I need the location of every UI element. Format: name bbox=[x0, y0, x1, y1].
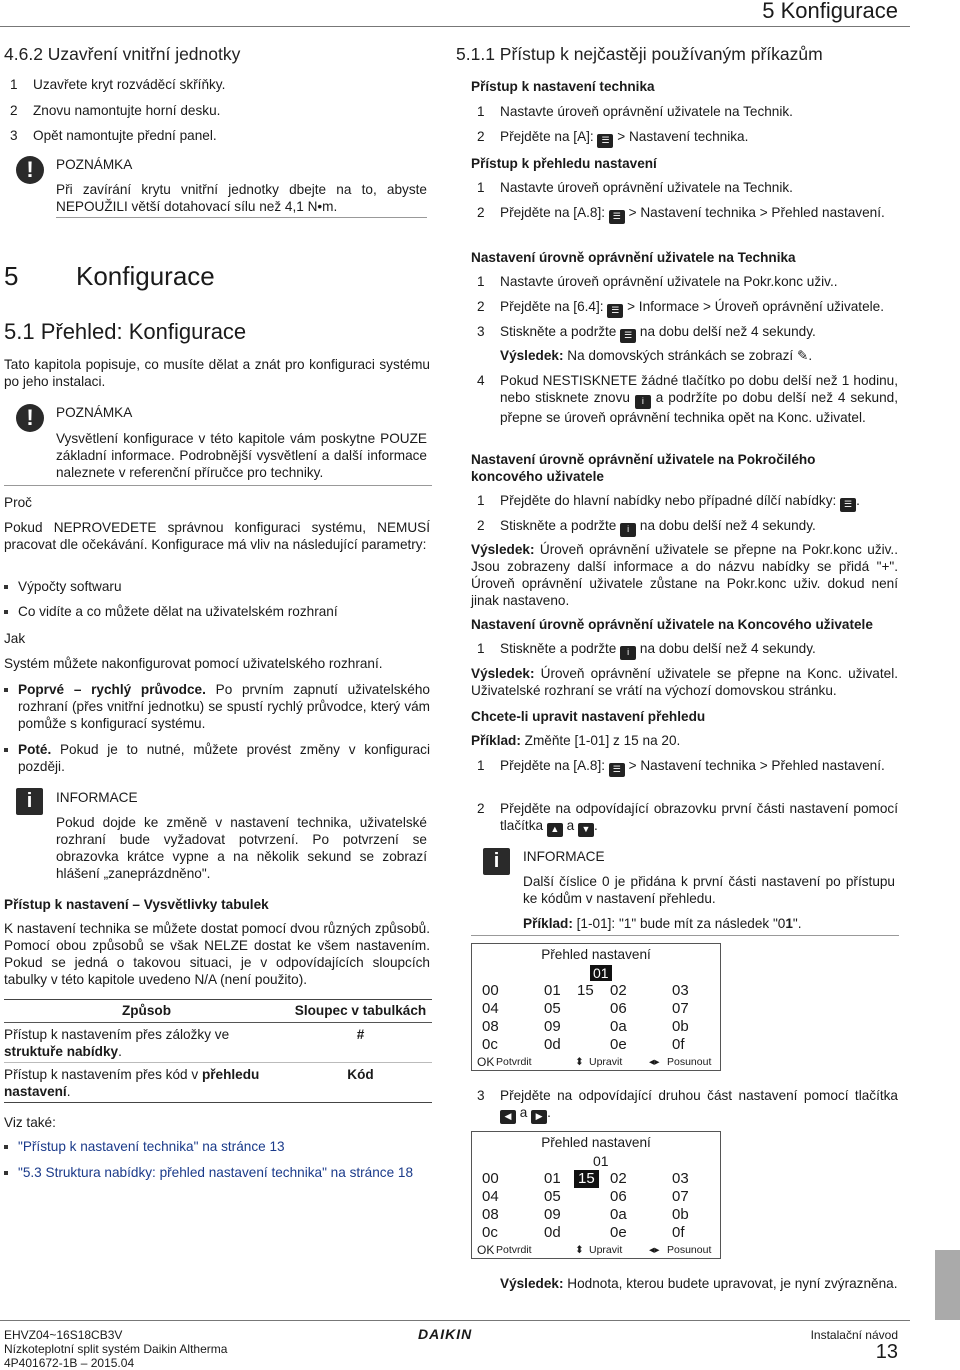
subsection-title: Chcete-li upravit nastavení přehledu bbox=[471, 709, 706, 724]
note-text: Vysvětlení konfigurace v této kapitole vám poskytne POUZE základní informace. Podrobnější vysvětlení a další informace naleznete v referenční příručce pro techniky. bbox=[56, 431, 427, 480]
table-cell: Kód bbox=[347, 1067, 374, 1082]
result-text: Výsledek: Úroveň oprávnění uživatele se přepne na Konc. uživatel. Uživatelské rozhraní se vrátí na výchozí domovskou stránku. bbox=[471, 666, 898, 698]
subsection-title: Přístup k přehledu nastavení bbox=[471, 156, 657, 171]
example-text: Příklad: Změňte [1-01] z 15 na 20. bbox=[471, 733, 681, 748]
table-cell: Přístup k nastavením přes záložky ve struktuře nabídky. bbox=[4, 1027, 230, 1059]
left-arrow-icon: ◀ bbox=[500, 1110, 516, 1124]
list-item: Výpočty softwaru bbox=[18, 579, 122, 594]
subsection-title: Nastavení úrovně oprávnění uživatele na Technika bbox=[471, 250, 796, 265]
bullet-icon bbox=[4, 688, 8, 692]
section-intro: Tato kapitola popisuje, co musíte dělat a znát pro konfiguraci systému po jeho instalaci. bbox=[4, 357, 430, 389]
list-item: Co vidíte a co můžete dělat na uživatelském rozhraní bbox=[18, 604, 338, 619]
footer-model: EHVZ04~16S18CB3V bbox=[4, 1328, 123, 1342]
info-label: INFORMACE bbox=[523, 849, 605, 864]
access-table bbox=[4, 999, 432, 1103]
screen-footer: OK Potvrdit ⬍ Upravit ◂▸ Posunout bbox=[477, 1243, 712, 1257]
table-divider bbox=[4, 1062, 432, 1063]
ok-label: OK bbox=[477, 1243, 495, 1257]
footer-rule bbox=[0, 1320, 910, 1321]
left-right-arrow-icon: ◂▸ bbox=[649, 1244, 660, 1256]
menu-icon: ☰ bbox=[609, 763, 625, 777]
down-arrow-icon: ▼ bbox=[578, 823, 594, 837]
up-arrow-icon: ▲ bbox=[547, 823, 563, 837]
bullet-icon bbox=[4, 1145, 8, 1149]
note-divider bbox=[56, 217, 427, 218]
code-header: 01 bbox=[593, 1153, 609, 1169]
menu-icon: ☰ bbox=[607, 304, 623, 318]
table-cell: Přístup k nastavením přes kód v přehledu nastavení. bbox=[4, 1067, 260, 1099]
menu-icon: ☰ bbox=[620, 329, 636, 343]
wrench-icon: ✎ bbox=[796, 348, 809, 363]
bullet-icon bbox=[4, 1171, 8, 1175]
subsection-title: Nastavení úrovně oprávnění uživatele na Koncového uživatele bbox=[471, 617, 873, 632]
info-button-icon: i bbox=[620, 646, 636, 660]
see-also-link[interactable]: "Přístup k nastavení technika" na stránce 13 bbox=[18, 1139, 285, 1154]
code-header: 01 bbox=[590, 965, 612, 981]
menu-icon: ☰ bbox=[840, 498, 856, 512]
up-down-arrow-icon: ⬍ bbox=[575, 1056, 584, 1068]
code-grid: 00 01 15 02 03 04 05 06 07 08 09 0a 0b 0c 0d 0e 0f bbox=[482, 982, 689, 1053]
screen-title: Přehled nastavení bbox=[541, 947, 651, 962]
table-divider bbox=[4, 1022, 432, 1023]
table-header: Sloupec v tabulkách bbox=[294, 1003, 427, 1018]
page-number: 13 bbox=[875, 1341, 898, 1363]
chapter-title: Konfigurace bbox=[76, 261, 215, 291]
example-text: Příklad: [1-01]: "1" bude mít za následek "01". bbox=[523, 916, 802, 931]
subsection-title: Nastavení úrovně oprávnění uživatele na Pokročilého koncového uživatele bbox=[471, 452, 816, 484]
brand-logo: DAIKIN bbox=[418, 1326, 473, 1342]
section-5-1-title: 5.1 Přehled: Konfigurace bbox=[4, 319, 247, 344]
list-item: Poté. Pokud je to nutné, můžete provést změny v konfiguraci později. bbox=[18, 742, 430, 774]
info-icon: i bbox=[483, 848, 510, 875]
chapter-header: 5 Konfigurace bbox=[762, 0, 898, 23]
result-text: Výsledek: Úroveň oprávnění uživatele se přepne na Pokr.konc uživ.. Jsou zobrazeny další informace a do názvu nabídky se přidá "+". Úroveň oprávnění uživatele zůstane na Pokr.konc uživ. dokud není jinak nastaveno. bbox=[471, 542, 898, 608]
note-label: POZNÁMKA bbox=[56, 405, 133, 420]
warning-icon: ! bbox=[16, 156, 44, 184]
list-item: Poprvé – rychlý průvodce. Po prvním zapnutí uživatelského rozhraní (přes vnitřní jednotku) se spustí rychlý průvodce, který vám pomůže s konfigurací systému. bbox=[18, 682, 430, 731]
settings-overview-screen bbox=[471, 1131, 721, 1259]
table-header: Způsob bbox=[121, 1003, 172, 1018]
info-button-icon: i bbox=[620, 523, 636, 537]
why-heading: Proč bbox=[4, 495, 32, 510]
see-also-link[interactable]: "5.3 Struktura nabídky: přehled nastavení technika" na stránce 18 bbox=[18, 1165, 414, 1180]
footer-description: Nízkoteplotní split systém Daikin Altherma bbox=[4, 1342, 228, 1356]
note-label: POZNÁMKA bbox=[56, 157, 133, 172]
access-text: K nastavení technika se můžete dostat pomocí dvou různých způsobů. Pomocí obou způsobů se však NELZE dostat ke všem nastavením. Pokud se jedná o takovou situaci, je v odpovídajících sloupcích tabulky v této kapitole uvedeno N/A (není použito). bbox=[4, 921, 430, 987]
result-text: Výsledek: Hodnota, kterou budete upravovat, je nyní zvýrazněna. bbox=[500, 1276, 898, 1291]
info-divider bbox=[471, 935, 899, 936]
warning-icon: ! bbox=[16, 404, 44, 432]
see-also-label: Viz také: bbox=[4, 1115, 56, 1130]
how-heading: Jak bbox=[4, 631, 26, 646]
right-arrow-icon: ▶ bbox=[531, 1110, 547, 1124]
access-title: Přístup k nastavení – Vysvětlivky tabulek bbox=[4, 897, 269, 912]
why-text: Pokud NEPROVEDETE správnou konfiguraci systému, NEMUSÍ pracovat dle očekávání. Konfigurace má vliv na následující parametry: bbox=[4, 520, 430, 552]
result-text: Výsledek: Na domovských stránkách se zobrazí ✎. bbox=[500, 348, 813, 363]
menu-icon: ☰ bbox=[597, 134, 613, 148]
screen-title: Přehled nastavení bbox=[541, 1135, 651, 1150]
info-text: Další číslice 0 je přidána k první části nastavení po přístupu ke kódům v nastavení přehledu. bbox=[523, 874, 895, 906]
chapter-number: 5 bbox=[4, 261, 19, 291]
code-grid: 00 01 15 02 03 04 05 06 07 08 09 0a 0b 0c 0d 0e 0f bbox=[482, 1170, 689, 1241]
table-cell: # bbox=[356, 1027, 365, 1042]
info-button-icon: i bbox=[635, 395, 651, 409]
ok-label: OK bbox=[477, 1055, 495, 1069]
left-right-arrow-icon: ◂▸ bbox=[649, 1056, 660, 1068]
bullet-icon bbox=[4, 610, 8, 614]
footer-manual: Instalační návod bbox=[810, 1328, 898, 1342]
note-text: Při zavírání krytu vnitřní jednotky dbejte na to, abyste NEPOUŽILI větší dotahovací sílu než 4,1 N•m. bbox=[56, 182, 427, 214]
bullet-icon bbox=[4, 748, 8, 752]
subsection-title: Přístup k nastavení technika bbox=[471, 79, 655, 94]
footer-code: 4P401672-1B – 2015.04 bbox=[4, 1356, 135, 1370]
section-4-6-2-title: 4.6.2 Uzavření vnitřní jednotky bbox=[4, 44, 241, 64]
settings-overview-screen bbox=[471, 943, 721, 1071]
info-text: Pokud dojde ke změně v nastavení technika, uživatelské rozhraní bude vyžadovat potvrzení. Po potvrzení se obrazovka krátce vypne a na několik sekund se zobrazí hlášení „zaneprázdněno". bbox=[56, 815, 427, 881]
up-down-arrow-icon: ⬍ bbox=[575, 1244, 584, 1256]
section-5-1-1-title: 5.1.1 Přístup k nejčastěji používaným příkazům bbox=[456, 44, 823, 64]
page-tab bbox=[935, 1250, 960, 1320]
bullet-icon bbox=[4, 585, 8, 589]
highlighted-value: 15 bbox=[574, 1170, 599, 1188]
menu-icon: ☰ bbox=[609, 210, 625, 224]
screen-footer: OK Potvrdit ⬍ Upravit ◂▸ Posunout bbox=[477, 1055, 712, 1069]
info-label: INFORMACE bbox=[56, 790, 138, 805]
info-icon: i bbox=[16, 788, 43, 815]
how-text: Systém můžete nakonfigurovat pomocí uživatelského rozhraní. bbox=[4, 656, 383, 671]
header-rule bbox=[0, 26, 910, 27]
note-divider bbox=[4, 485, 432, 486]
